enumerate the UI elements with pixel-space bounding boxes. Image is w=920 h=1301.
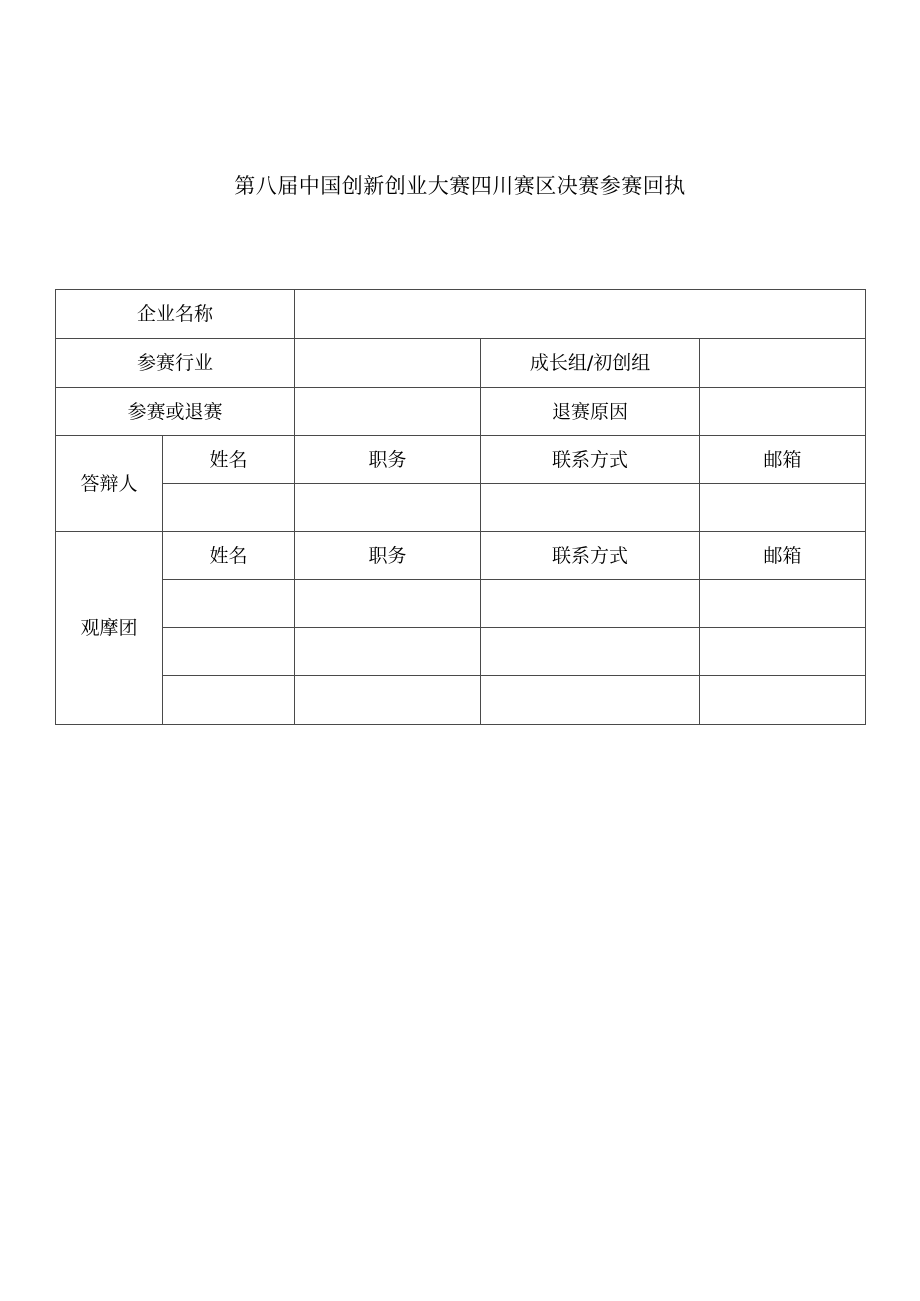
defender-section-label: 答辩人 [56,436,163,532]
group-label: 成长组/初创组 [481,339,700,388]
defender-row [56,484,866,532]
registration-form-table [55,289,866,725]
defender-header-contact: 联系方式 [481,436,700,484]
observers-header-name: 姓名 [163,532,295,580]
observer-name-field[interactable] [163,676,295,725]
observers-section-label: 观摩团 [56,532,163,725]
company-name-field[interactable] [295,290,866,339]
observer-name-field[interactable] [163,580,295,628]
page-title: 第八届中国创新创业大赛四川赛区决赛参赛回执 [234,174,686,198]
observers-header-row [56,532,866,580]
observer-position-field[interactable] [295,676,481,725]
withdraw-reason-label: 退赛原因 [481,388,700,436]
group-field[interactable] [700,339,866,388]
observer-contact-field[interactable] [481,676,700,725]
company-name-label: 企业名称 [56,290,295,339]
observer-row [56,580,866,628]
defender-header-position: 职务 [295,436,481,484]
observers-header-contact: 联系方式 [481,532,700,580]
company-name-row [56,290,866,339]
defender-position-field[interactable] [295,484,481,532]
defender-header-row [56,436,866,484]
participate-label: 参赛或退赛 [56,388,295,436]
observers-header-email: 邮箱 [700,532,866,580]
defender-header-email: 邮箱 [700,436,866,484]
observer-email-field[interactable] [700,628,866,676]
industry-field[interactable] [295,339,481,388]
industry-label: 参赛行业 [56,339,295,388]
participation-row [56,388,866,436]
defender-name-field[interactable] [163,484,295,532]
withdraw-reason-field[interactable] [700,388,866,436]
observer-row [56,628,866,676]
observer-position-field[interactable] [295,580,481,628]
observer-email-field[interactable] [700,676,866,725]
observers-header-position: 职务 [295,532,481,580]
observer-contact-field[interactable] [481,628,700,676]
defender-header-name: 姓名 [163,436,295,484]
participate-field[interactable] [295,388,481,436]
observer-row [56,676,866,725]
defender-email-field[interactable] [700,484,866,532]
observer-email-field[interactable] [700,580,866,628]
defender-contact-field[interactable] [481,484,700,532]
observer-position-field[interactable] [295,628,481,676]
observer-contact-field[interactable] [481,580,700,628]
industry-row [56,339,866,388]
observer-name-field[interactable] [163,628,295,676]
